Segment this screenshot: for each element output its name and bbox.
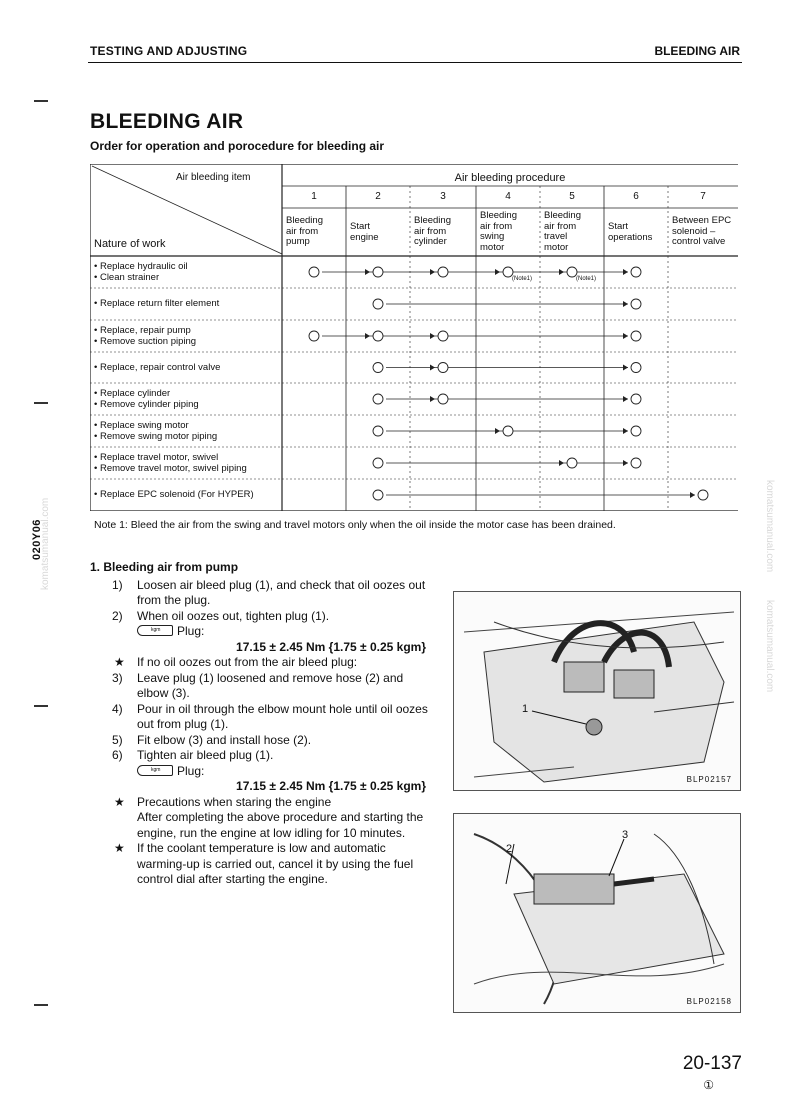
nature-of-work: • Replace EPC solenoid (For HYPER) (94, 489, 254, 500)
step-mark (373, 299, 383, 309)
step-mark (631, 299, 641, 309)
note-coolant: ★ If the coolant temperature is low and automatic warming-up is carried out, cancel it by using the fuel control dial after starting the engine. (114, 841, 414, 886)
note-reference: (Note1) (512, 276, 533, 282)
step-2: 2) When oil oozes out, tighten plug (1). (112, 608, 330, 623)
arrow-icon (430, 269, 435, 275)
nature-of-work: • Replace hydraulic oil • Clean strainer (94, 261, 188, 283)
arrow-icon (430, 333, 435, 339)
step-mark (631, 394, 641, 404)
step-mark (631, 426, 641, 436)
arrow-icon (365, 269, 370, 275)
table-caption: Order for operation and porocedure for bleeding air (90, 139, 385, 153)
nature-of-work: • Replace cylinder • Remove cylinder piping (94, 388, 199, 410)
column-label: Bleeding air from cylinder (414, 215, 451, 247)
torque-wrench-icon (137, 765, 173, 776)
step-mark (631, 363, 641, 373)
step-mark (631, 331, 641, 341)
corner-label-top: Air bleeding item (176, 172, 251, 183)
binding-mark (34, 402, 48, 404)
step-mark (373, 490, 383, 500)
arrow-icon (623, 365, 628, 371)
step-mark (438, 363, 448, 373)
bleeding-order-table (90, 164, 738, 511)
step-mark (631, 267, 641, 277)
column-number: 4 (505, 191, 511, 202)
step-1: 1) Loosen air bleed plug (1), and check that oil oozes out from the plug. (112, 577, 426, 607)
figure-code: BLP02158 (686, 997, 732, 1006)
step-mark (373, 363, 383, 373)
torque-spec: kgmPlug: 17.15 ± 2.45 Nm {1.75 ± 0.25 kgm} (90, 624, 430, 655)
arrow-icon (430, 365, 435, 371)
step-mark (567, 458, 577, 468)
column-label: Bleeding air from swing motor (480, 210, 517, 253)
column-label: Start engine (350, 221, 379, 243)
column-number: 5 (569, 191, 575, 202)
arrow-icon (623, 460, 628, 466)
arrow-icon (690, 492, 695, 498)
revision-mark: ① (703, 1078, 714, 1092)
step-mark (438, 394, 448, 404)
figure-hose-elbow (453, 813, 741, 1013)
running-header-topic: BLEEDING AIR (654, 44, 740, 58)
step-mark (373, 331, 383, 341)
watermark-right-upper: komatsumanual.com (764, 480, 775, 573)
hose-illustration (454, 814, 742, 1014)
nature-of-work: • Replace swing motor • Remove swing motor piping (94, 420, 218, 442)
torque-wrench-icon (137, 625, 173, 636)
callout-3: 3 (622, 829, 629, 841)
column-label: Start operations (608, 221, 653, 243)
arrow-icon (623, 269, 628, 275)
step-mark (373, 394, 383, 404)
procedure-header: Air bleeding procedure (454, 172, 566, 184)
arrow-icon (559, 460, 564, 466)
step-mark (309, 331, 319, 341)
arrow-icon (623, 396, 628, 402)
nature-of-work: • Replace travel motor, swivel • Remove travel motor, swivel piping (94, 452, 247, 474)
nature-of-work: • Replace return filter element (94, 298, 220, 309)
step-5: 5) Fit elbow (3) and install hose (2). (112, 732, 312, 747)
step-4: 4) Pour in oil through the elbow mount hole until oil oozes out from plug (1). (112, 701, 428, 731)
watermark-left: komatsumanual.com (40, 497, 51, 590)
pump-illustration (454, 592, 742, 792)
note-precautions: ★ Precautions when staring the engine After completing the above procedure and starting the engine, run the engine at low idling for 10 minutes. (114, 794, 424, 840)
column-number: 7 (700, 191, 706, 202)
step-mark (373, 267, 383, 277)
side-document-code: 020Y06 (31, 519, 43, 560)
step-mark (698, 490, 708, 500)
arrow-icon (623, 301, 628, 307)
binding-mark (34, 705, 48, 707)
step-3: 3) Leave plug (1) loosened and remove hose (2) and elbow (3). (112, 670, 404, 700)
binding-mark (34, 100, 48, 102)
column-number: 6 (633, 191, 639, 202)
figure-code: BLP02157 (686, 775, 732, 784)
step-mark (309, 267, 319, 277)
note-no-oil: ★ If no oil oozes out from the air bleed plug: (114, 655, 358, 669)
binding-mark (34, 1004, 48, 1006)
arrow-icon (559, 269, 564, 275)
page-number: 20-137 (682, 1053, 742, 1074)
note-reference: (Note1) (576, 276, 597, 282)
figure-pump-bleed-plug (453, 591, 741, 791)
column-number: 3 (440, 191, 446, 202)
step-mark (373, 458, 383, 468)
callout-1: 1 (522, 703, 529, 715)
table-footnote: Note 1: Bleed the air from the swing and travel motors only when the oil inside the motor case has been drained. (94, 519, 616, 531)
step-mark (373, 426, 383, 436)
arrow-icon (495, 428, 500, 434)
step-6: 6) Tighten air bleed plug (1). (112, 748, 274, 762)
step-mark (438, 267, 448, 277)
corner-label-bottom: Nature of work (94, 238, 166, 250)
column-number: 2 (375, 191, 381, 202)
step-mark (631, 458, 641, 468)
step-mark (503, 426, 513, 436)
arrow-icon (495, 269, 500, 275)
arrow-icon (623, 428, 628, 434)
page-title: BLEEDING AIR (90, 110, 244, 133)
torque-spec: kgmPlug: 17.15 ± 2.45 Nm {1.75 ± 0.25 kgm} (90, 764, 430, 795)
nature-of-work: • Replace, repair pump • Remove suction piping (94, 325, 197, 347)
step-mark (438, 331, 448, 341)
column-label: Between EPC solenoid – control valve (672, 215, 732, 247)
arrow-icon (623, 333, 628, 339)
column-label: Bleeding air from pump (286, 215, 323, 247)
column-number: 1 (311, 191, 317, 202)
procedure-text (90, 560, 430, 888)
header-rule (88, 62, 742, 63)
nature-of-work: • Replace, repair control valve (94, 361, 221, 373)
watermark-right-lower: komatsumanual.com (764, 600, 775, 693)
callout-2: 2 (506, 843, 513, 855)
column-label: Bleeding air from travel motor (544, 210, 581, 253)
section-heading: 1. Bleeding air from pump (90, 560, 239, 574)
arrow-icon (430, 396, 435, 402)
arrow-icon (365, 333, 370, 339)
running-header-section: TESTING AND ADJUSTING (90, 44, 248, 58)
